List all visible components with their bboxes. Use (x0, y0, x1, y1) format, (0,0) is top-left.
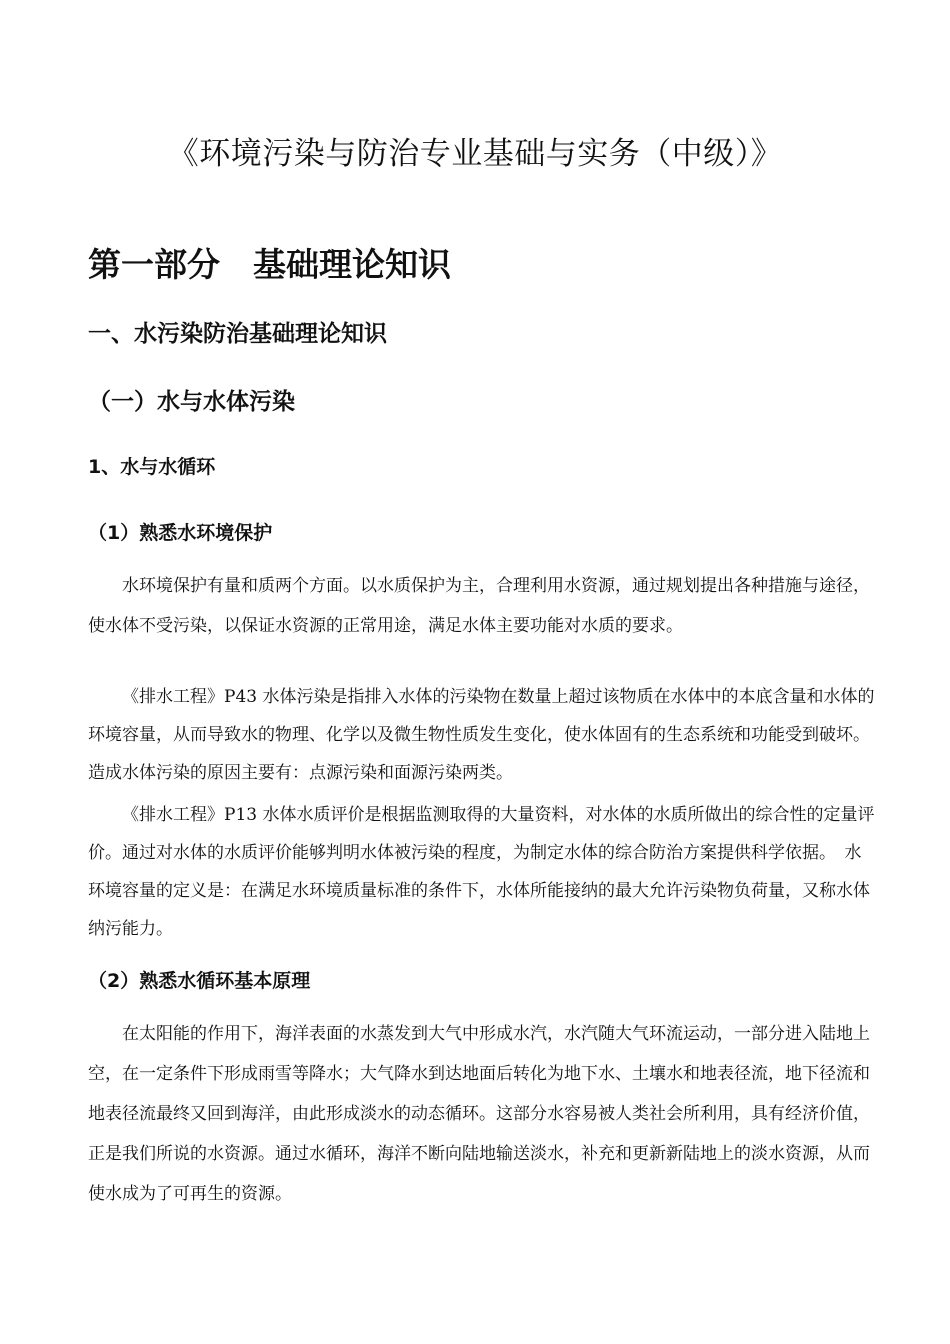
subtopic-heading-water-environment-protection: （1）熟悉水环境保护 (88, 522, 273, 544)
subtopic-heading-water-cycle: （2）熟悉水循环基本原理 (88, 970, 311, 992)
topic-heading: 1、水与水循环 (88, 456, 216, 478)
subsection-heading: （一）水与水体污染 (88, 389, 295, 415)
section-heading: 一、水污染防治基础理论知识 (88, 321, 387, 347)
part-heading: 第一部分 基础理论知识 (88, 245, 451, 284)
paragraph-water-cycle: 在太阳能的作用下，海洋表面的水蒸发到大气中形成水汽，水汽随大气环流运动，一部分进入陆地上空，在一定条件下形成雨雪等降水；大气降水到达地面后转化为地下水、土壤水和地表径流，地下径流和地表径流最终又回到海洋，由此形成淡水的动态循环。这部分水容易被人类社会所利用，具有经济价值，正是我们所说的水资源。通过水循环，海洋不断向陆地输送淡水，补充和更新新陆地上的淡水资源，从而使水成为了可再生的资源。 (88, 1024, 870, 1204)
paragraph-water-environment-protection: 水环境保护有量和质两个方面。以水质保护为主，合理利用水资源，通过规划提出各种措施与途径，使水体不受污染，以保证水资源的正常用途，满足水体主要功能对水质的要求。 (88, 576, 870, 636)
paragraph-water-pollution-definition: 《排水工程》P43 水体污染是指排入水体的污染物在数量上超过该物质在水体中的本底含量和水体的环境容量，从而导致水的物理、化学以及微生物性质发生变化，使水体固有的生态系统和功能受到破坏。 造成水体污染的原因主要有：点源污染和面源污染两类。 (88, 687, 879, 783)
document-title: 《环境污染与防治专业基础与实务（中级）》 (167, 136, 783, 172)
paragraph-water-quality-evaluation: 《排水工程》P13 水体水质评价是根据监测取得的大量资料，对水体的水质所做出的综合性的定量评价。通过对水体的水质评价能够判明水体被污染的程度，为制定水体的综合防治方案提供科学依据。 水环境容量的定义是：在满足水环境质量标准的条件下，水体所能接纳的最大允许污染物负荷量，又称水体纳污能力。 (88, 805, 875, 939)
